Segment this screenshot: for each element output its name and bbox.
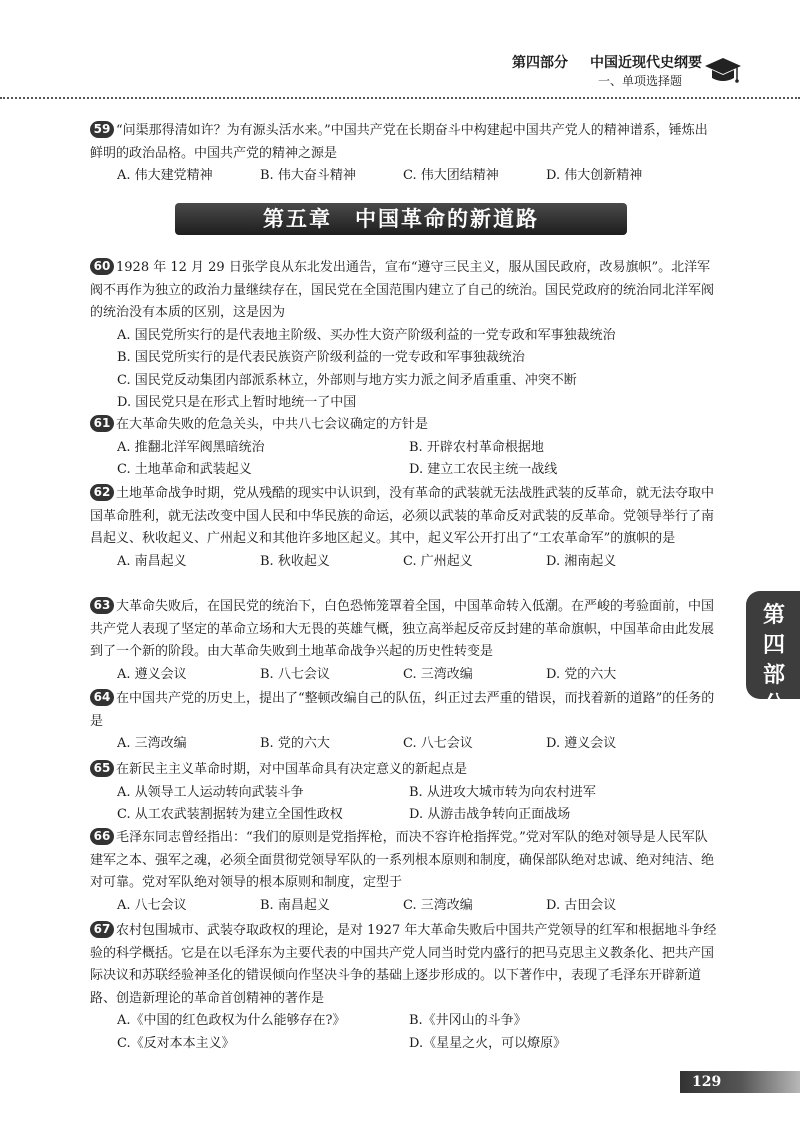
question-60 — [90, 257, 720, 415]
question-number: 64 — [90, 689, 114, 706]
question-65 — [90, 759, 720, 827]
question-number: 67 — [90, 921, 114, 938]
header-part: 第四部分 — [512, 55, 568, 71]
question-number: 59 — [90, 121, 114, 138]
option-c: C. 八七会议 — [403, 736, 473, 751]
question-stem — [90, 596, 720, 664]
option-a: A.《中国的红色政权为什么能够存在?》 — [117, 1013, 346, 1028]
question-number: 66 — [90, 828, 114, 845]
header-divider — [0, 97, 800, 99]
option-b: B. 八七会议 — [260, 666, 330, 682]
question-text: 在中国共产党的历史上，提出了“整顿改编自己的队伍，纠正过去严重的错误，而找着新的道路”的任务的是 — [90, 691, 715, 729]
question-stem — [90, 827, 720, 895]
question-text: 在新民主主义革命时期，对中国革命具有决定意义的新起点是 — [116, 762, 468, 777]
option-d: D. 从游击战争转向正面战场 — [409, 807, 571, 822]
option-c: C. 伟大团结精神 — [403, 168, 499, 183]
header-title: 中国近现代史纲要 — [590, 55, 702, 71]
question-stem — [90, 688, 720, 733]
question-text: 在大革命失败的危急关头，中共八七会议确定的方针是 — [116, 417, 429, 432]
question-63 — [90, 596, 720, 686]
option-a: A. 推翻北洋军阀黑暗统治 — [117, 439, 265, 455]
question-66 — [90, 827, 720, 917]
option-d: D. 建立工农民主统一战线 — [409, 462, 558, 477]
option-c: C. 三湾改编 — [403, 666, 473, 682]
option-a: A. 南昌起义 — [117, 553, 187, 569]
question-number: 63 — [90, 597, 114, 614]
options — [117, 325, 720, 415]
question-stem — [90, 414, 720, 437]
question-text: “问渠那得清如许？为有源头活水来。”中国共产党在长期奋斗中构建起中国共产党人的精神谱系，锤炼出鲜明的政治品格。中国共产党的精神之源是 — [90, 123, 708, 161]
option-b: B. 秋收起义 — [260, 553, 330, 569]
graduation-cap-icon — [703, 52, 743, 92]
option-d: D.《星星之火，可以燎原》 — [409, 1035, 567, 1051]
option-d: D. 党的六大 — [546, 666, 617, 682]
question-67 — [90, 920, 720, 1055]
options — [117, 733, 720, 756]
part-side-tab — [746, 591, 800, 718]
header-section: 一、单项选择题 — [598, 74, 683, 88]
options — [117, 551, 720, 574]
question-number: 62 — [90, 484, 114, 501]
option-c: C. 三湾改编 — [403, 897, 473, 913]
question-number: 61 — [90, 415, 114, 432]
options — [117, 165, 720, 188]
options — [117, 437, 720, 482]
option-b: B. 党的六大 — [260, 736, 330, 751]
question-text: 农村包围城市、武装夺取政权的理论，是对 1927 年大革命失败后中国共产党领导的红军和根据地斗争经验的科学概括。它是在以毛泽东为主要代表的中国共产党人同当时党内盛行的把马克思主义教条化、把共产国际决议和苏联经验神圣化的错误倾向作坚决斗争的基础上逐步形成的。以下著作中，表现了毛泽东开辟新道路、创造新理论的革命首创精神的著作是 — [90, 923, 717, 1006]
option-a: A. 从领导工人运动转向武装斗争 — [117, 784, 304, 800]
question-number: 65 — [90, 760, 114, 777]
options — [117, 782, 720, 827]
question-stem — [90, 120, 720, 165]
question-61 — [90, 414, 720, 482]
question-text: 毛泽东同志曾经指出：“我们的原则是党指挥枪，而决不容许枪指挥党。”党对军队的绝对领导是人民军队建军之本、强军之魂，必须全面贯彻党领导军队的一系列根本原则和制度，确保部队绝对忠诚、绝对纯洁、绝对可靠。党对军队绝对领导的根本原则和制度，定型于 — [90, 830, 715, 890]
option-c: C. 从工农武装割据转为建立全国性政权 — [117, 807, 343, 822]
chapter-title: 第五章 中国革命的新道路 — [175, 203, 627, 235]
option-c: C. 广州起义 — [403, 553, 473, 569]
side-tab-char: 四 — [762, 633, 785, 658]
option-b: B. 伟大奋斗精神 — [260, 168, 356, 183]
options — [117, 895, 720, 918]
option-b: B.《井冈山的斗争》 — [409, 1013, 527, 1028]
question-text: 土地革命战争时期，党从残酷的现实中认识到，没有革命的武装就无法战胜武装的反革命，就无法夺取中国革命胜利，就无法改变中国人民和中华民族的命运，必须以武装的革命反对武装的反革命。党领导举行了南昌起义、秋收起义、广州起义和其他许多地区起义。其中，起义军公开打出了“工农革命军”的旗帜的是 — [90, 486, 715, 546]
question-59 — [90, 120, 720, 188]
option-d: D. 国民党只是在形式上暂时地统一了中国 — [117, 395, 357, 410]
question-stem — [90, 257, 720, 325]
question-62 — [90, 483, 720, 573]
options — [117, 664, 720, 687]
option-c: C.《反对本本主义》 — [117, 1035, 235, 1051]
question-stem — [90, 920, 720, 1010]
option-c: C. 土地革命和武装起义 — [117, 462, 252, 477]
question-number: 60 — [90, 258, 114, 275]
page-number: 129 — [692, 1074, 722, 1090]
option-b: B. 开辟农村革命根据地 — [409, 439, 544, 455]
side-tab-char: 分 — [762, 693, 785, 718]
question-text: 1928 年 12 月 29 日张学良从东北发出通告，宣布“遵守三民主义，服从国民政府，改易旗帜”。北洋军阀不再作为独立的政治力量继续存在，国民党在全国范围内建立了自己的统治。国民党政府的统治同北洋军阀的统治没有本质的区别，这是因为 — [90, 260, 715, 320]
option-a: A. 八七会议 — [117, 897, 187, 913]
side-tab-char: 第 — [762, 603, 785, 628]
side-tab-char: 部 — [762, 663, 785, 688]
option-d: D. 湘南起义 — [546, 553, 617, 569]
option-d: D. 古田会议 — [546, 897, 617, 913]
question-64 — [90, 688, 720, 756]
option-d: D. 伟大创新精神 — [546, 168, 643, 183]
options — [117, 1010, 720, 1055]
option-a: A. 国民党所实行的是代表地主阶级、买办性大资产阶级利益的一党专政和军事独裁统治 — [117, 327, 616, 343]
option-a: A. 三湾改编 — [117, 736, 187, 751]
option-a: A. 遵义会议 — [117, 666, 187, 682]
option-c: C. 国民党反动集团内部派系林立，外部则与地方实力派之间矛盾重重、冲突不断 — [117, 372, 577, 388]
option-b: B. 从进攻大城市转为向农村进军 — [409, 784, 596, 800]
option-d: D. 遵义会议 — [546, 736, 617, 751]
option-b: B. 国民党所实行的是代表民族资产阶级利益的一党专政和军事独裁统治 — [117, 350, 525, 365]
question-stem — [90, 483, 720, 551]
question-text: 大革命失败后，在国民党的统治下，白色恐怖笼罩着全国，中国革命转入低潮。在严峻的考验面前，中国共产党人表现了坚定的革命立场和大无畏的英雄气概，独立高举起反帝反封建的革命旗帜，中国革命由此发展到了一个新的阶段。由大革命失败到土地革命战争兴起的历史性转变是 — [90, 599, 715, 659]
option-a: A. 伟大建党精神 — [117, 168, 213, 183]
question-stem — [90, 759, 720, 782]
page-number-bar — [680, 1071, 800, 1093]
option-b: B. 南昌起义 — [260, 897, 330, 913]
